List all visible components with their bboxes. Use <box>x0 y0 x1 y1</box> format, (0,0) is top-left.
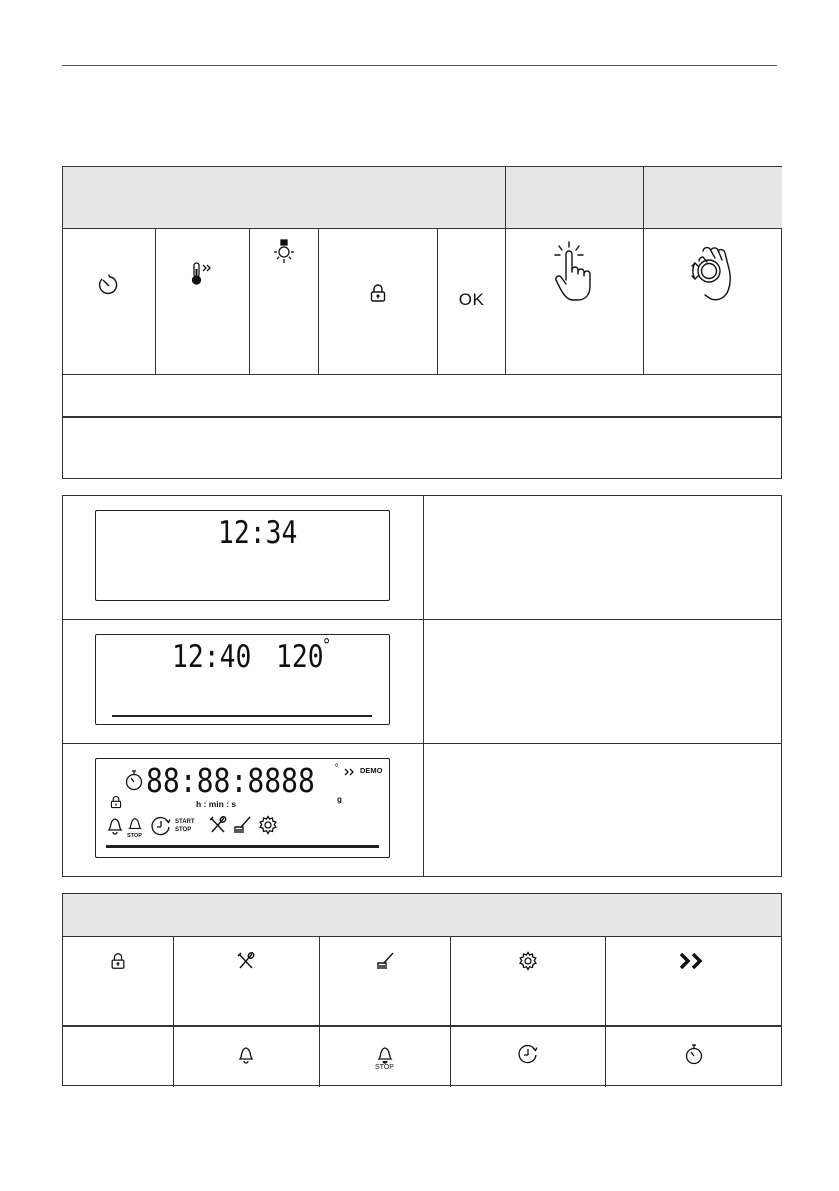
gear-icon <box>258 815 278 835</box>
header-cell-touch <box>506 167 643 229</box>
ok-button[interactable] <box>438 285 505 315</box>
gear-icon <box>450 949 605 973</box>
double-chevron-icon <box>344 768 358 776</box>
fork-spoon-icon <box>208 815 228 835</box>
display-time: 12:40 <box>172 639 252 675</box>
stopwatch-icon <box>124 769 144 791</box>
timer-icon[interactable] <box>63 267 155 303</box>
display-idle <box>95 510 390 601</box>
lock-icon <box>63 949 173 973</box>
display-cooking <box>95 634 390 725</box>
rotary-knob-icon <box>644 237 782 309</box>
degree-symbol: ° <box>322 635 332 656</box>
stop-label-2: STOP <box>175 827 192 833</box>
bell-stop-icon <box>127 815 143 833</box>
bell-icon <box>106 815 124 835</box>
stopwatch-icon <box>605 1042 783 1066</box>
header-cell-sensor-fields <box>63 167 505 229</box>
top-rule <box>62 65 777 66</box>
display-table <box>62 495 782 877</box>
stop-label: STOP <box>375 1063 394 1071</box>
stop-label: STOP <box>127 833 142 839</box>
display-all-segments <box>95 758 390 858</box>
lock-icon[interactable] <box>318 279 437 307</box>
touch-hand-icon <box>506 237 643 307</box>
gram-label: g <box>337 795 342 804</box>
ok-label: OK <box>458 290 485 309</box>
degree-symbol: ° <box>334 763 340 774</box>
progress-bar <box>112 715 372 717</box>
lamp-icon[interactable] <box>249 237 318 267</box>
brush-icon <box>232 815 252 835</box>
display-temperature: 120 <box>276 639 324 675</box>
bell-icon <box>173 1042 319 1066</box>
progress-bar <box>106 845 379 848</box>
start-label: START <box>175 819 195 825</box>
bell-stop-icon <box>319 1039 450 1075</box>
brush-icon <box>319 949 450 973</box>
lock-icon <box>109 795 123 809</box>
double-chevron-icon <box>605 949 783 973</box>
clock-end-icon <box>150 815 172 837</box>
fork-spoon-icon <box>173 949 319 973</box>
display-digits: 88:88:8888 <box>146 761 315 800</box>
indicator-table-header <box>63 894 781 937</box>
clock-end-icon <box>450 1042 605 1066</box>
indicator-table <box>62 893 782 1086</box>
hms-label: h : min : s <box>196 799 237 809</box>
header-cell-knob <box>644 167 782 229</box>
demo-label: DEMO <box>360 766 383 775</box>
thermometer-icon[interactable] <box>155 259 249 289</box>
control-panel-table <box>62 166 782 479</box>
display-time: 12:34 <box>218 515 298 551</box>
